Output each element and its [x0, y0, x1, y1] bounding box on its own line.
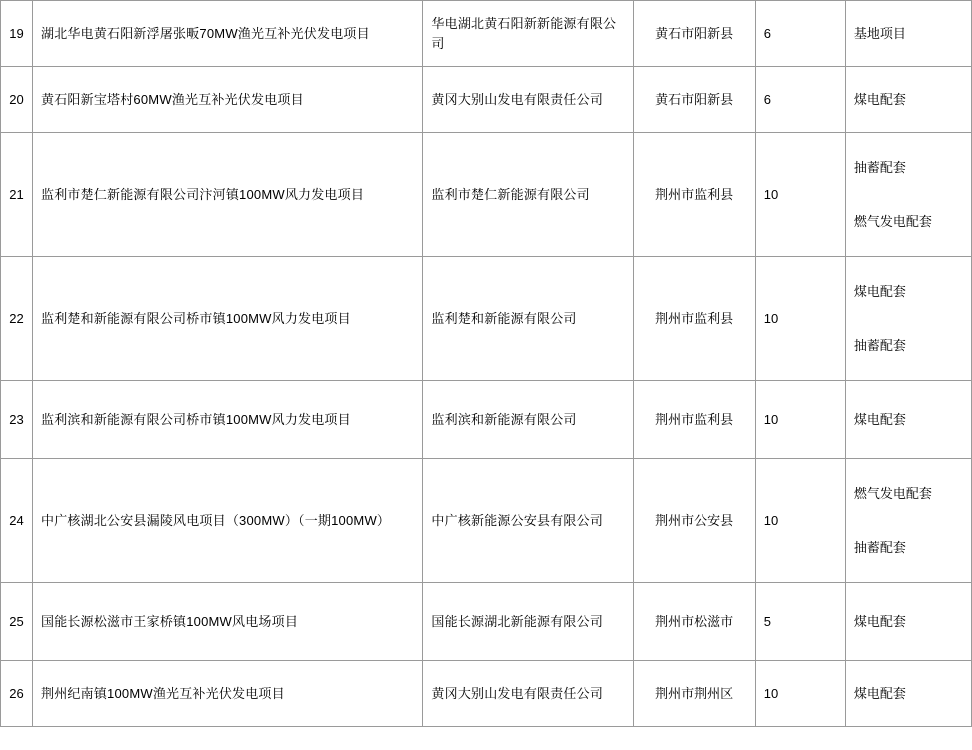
- cell-index: 25: [1, 583, 33, 661]
- cell-capacity: 6: [755, 67, 845, 133]
- cell-project-name: 黄石阳新宝塔村60MW渔光互补光伏发电项目: [33, 67, 423, 133]
- cell-capacity: 10: [755, 133, 845, 257]
- cell-region: 黄石市阳新县: [633, 67, 755, 133]
- cell-project-name: 中广核湖北公安县漏陵风电项目（300MW）（一期100MW）: [33, 459, 423, 583]
- cell-region: 黄石市阳新县: [633, 1, 755, 67]
- support-type-label: 基地项目: [853, 25, 906, 41]
- cell-index: 22: [1, 257, 33, 381]
- support-type-label: 抽蓄配套: [853, 539, 906, 555]
- support-type-label: 抽蓄配套: [853, 160, 906, 175]
- support-type-label: 煤电配套: [853, 685, 906, 701]
- cell-company-name: 黄冈大别山发电有限责任公司: [423, 67, 633, 133]
- table-row: [1, 133, 972, 257]
- table-row: [1, 459, 972, 583]
- cell-support-type: [845, 583, 971, 661]
- cell-company-name: 华电湖北黄石阳新新能源有限公司: [423, 1, 633, 67]
- support-type-label: 煤电配套: [853, 91, 906, 107]
- support-type-label: 抽蓄配套: [853, 337, 906, 353]
- cell-support-type: [845, 257, 971, 381]
- cell-project-name: 监利滨和新能源有限公司桥市镇100MW风力发电项目: [33, 381, 423, 459]
- support-type-label: 煤电配套: [853, 411, 906, 427]
- support-type-label: 煤电配套: [853, 284, 906, 299]
- cell-company-name: 国能长源湖北新能源有限公司: [423, 583, 633, 661]
- cell-support-type: [845, 67, 971, 133]
- cell-region: 荆州市松滋市: [633, 583, 755, 661]
- cell-capacity: 5: [755, 583, 845, 661]
- cell-index: 24: [1, 459, 33, 583]
- cell-index: 19: [1, 1, 33, 67]
- cell-capacity: 10: [755, 661, 845, 727]
- cell-project-name: 荆州纪南镇100MW渔光互补光伏发电项目: [33, 661, 423, 727]
- cell-company-name: 中广核新能源公安县有限公司: [423, 459, 633, 583]
- support-type-label: 燃气发电配套: [853, 486, 932, 501]
- cell-company-name: 监利楚和新能源有限公司: [423, 257, 633, 381]
- cell-company-name: 监利滨和新能源有限公司: [423, 381, 633, 459]
- table-row: [1, 1, 972, 67]
- cell-support-type: [845, 459, 971, 583]
- cell-company-name: 黄冈大别山发电有限责任公司: [423, 661, 633, 727]
- cell-capacity: 10: [755, 257, 845, 381]
- cell-region: 荆州市荆州区: [633, 661, 755, 727]
- table-row: [1, 67, 972, 133]
- table-row: [1, 661, 972, 727]
- cell-index: 23: [1, 381, 33, 459]
- cell-region: 荆州市公安县: [633, 459, 755, 583]
- support-type-label: 燃气发电配套: [853, 213, 932, 229]
- cell-project-name: 国能长源松滋市王家桥镇100MW风电场项目: [33, 583, 423, 661]
- cell-project-name: 监利楚和新能源有限公司桥市镇100MW风力发电项目: [33, 257, 423, 381]
- cell-support-type: [845, 133, 971, 257]
- cell-index: 26: [1, 661, 33, 727]
- table-row: [1, 583, 972, 661]
- cell-capacity: 10: [755, 459, 845, 583]
- table-row: [1, 257, 972, 381]
- cell-project-name: 湖北华电黄石阳新浮屠张畈70MW渔光互补光伏发电项目: [33, 1, 423, 67]
- cell-support-type: [845, 661, 971, 727]
- cell-capacity: 10: [755, 381, 845, 459]
- cell-company-name: 监利市楚仁新能源有限公司: [423, 133, 633, 257]
- cell-index: 20: [1, 67, 33, 133]
- cell-support-type: [845, 1, 971, 67]
- cell-index: 21: [1, 133, 33, 257]
- cell-support-type: [845, 381, 971, 459]
- cell-capacity: 6: [755, 1, 845, 67]
- table-row: [1, 381, 972, 459]
- support-type-label: 煤电配套: [853, 613, 906, 629]
- cell-region: 荆州市监利县: [633, 133, 755, 257]
- cell-region: 荆州市监利县: [633, 381, 755, 459]
- cell-project-name: 监利市楚仁新能源有限公司汴河镇100MW风力发电项目: [33, 133, 423, 257]
- project-list-body: [1, 1, 972, 727]
- cell-region: 荆州市监利县: [633, 257, 755, 381]
